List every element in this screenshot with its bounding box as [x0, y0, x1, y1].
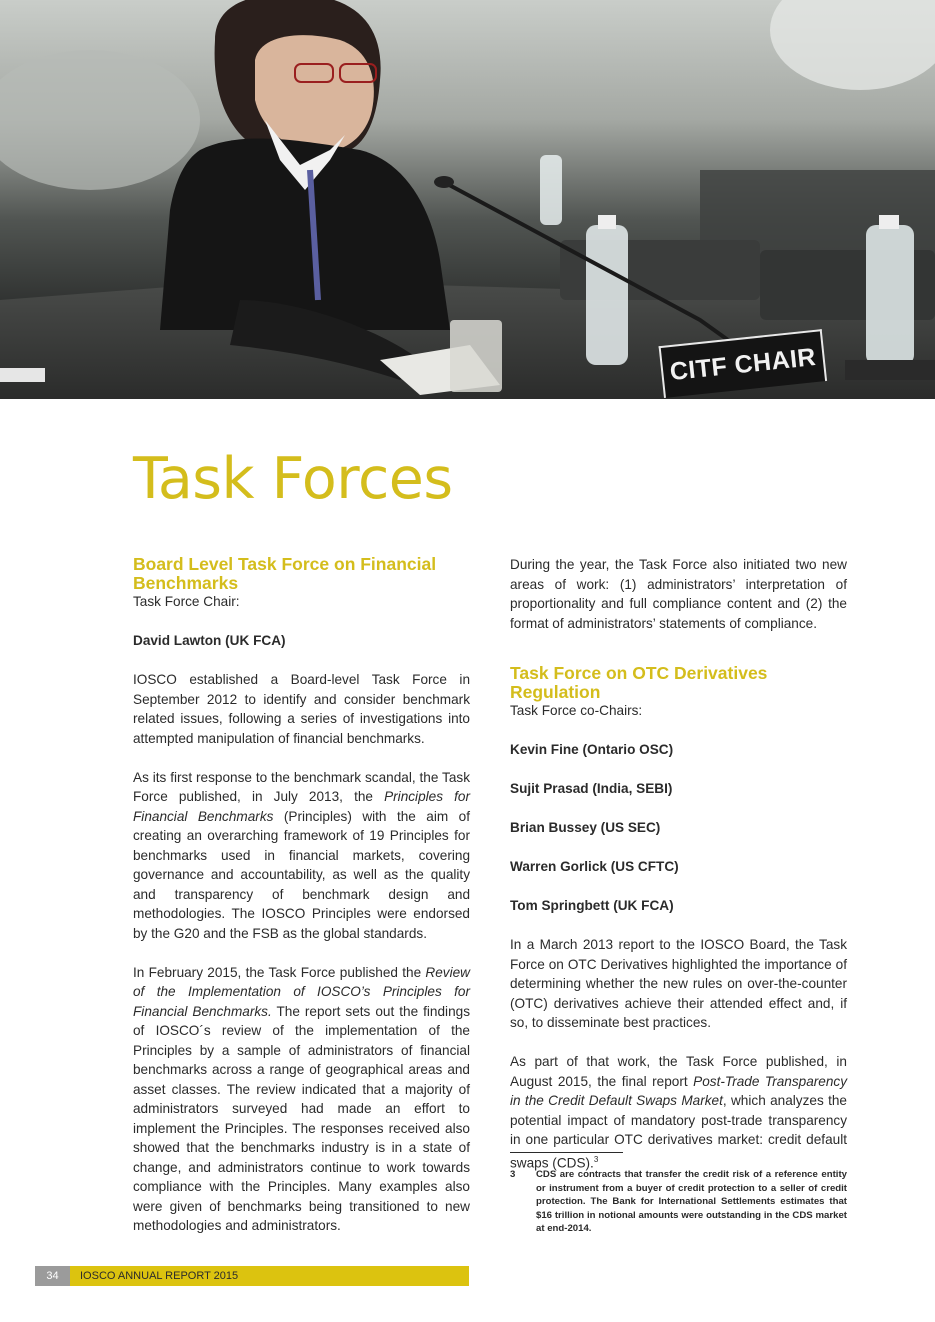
paragraph-otc-1: In a March 2013 report to the IOSCO Board, the Task Force on OTC Derivatives highlighted the importance of determining whether the new rules on over-the-counter (OTC) derivatives achieve their attended effect and, if so, to disseminate best practices. [510, 937, 847, 1030]
publication-title: Post-Trade Transparency in the Credit Default Swaps Market [510, 1073, 847, 1108]
paragraph-otc-2 [510, 1052, 847, 1173]
section-heading-benchmarks: Board Level Task Force on Financial Benchmarks [133, 554, 437, 593]
publication-title-footer: IOSCO ANNUAL REPORT 2015 [70, 1266, 469, 1286]
paragraph-benchmarks-3 [133, 963, 470, 1236]
text-run: As its first response to the benchmark scandal, the Task Force published, in July 2013, the [133, 769, 470, 804]
cochair-name: Tom Springbett (UK FCA) [510, 898, 674, 913]
footnote [510, 1168, 847, 1236]
text-run: In February 2015, the Task Force published the [133, 964, 426, 980]
text-run: , which analyzes the potential impact of mandatory post-trade transparency in one particular OTC derivatives market: credit default swaps (CDS). [510, 1093, 847, 1171]
cochair-name: Warren Gorlick (US CFTC) [510, 859, 679, 874]
cochair-name: Kevin Fine (Ontario OSC) [510, 742, 674, 757]
page-footer [35, 1266, 469, 1286]
hero-photo [0, 0, 935, 399]
footnote-divider [510, 1152, 623, 1153]
cochair-name: Sujit Prasad (India, SEBI) [510, 781, 673, 796]
paragraph-benchmarks-2 [133, 768, 470, 944]
publication-title: Review of the Implementation of IOSCO’s Principles for Financial Benchmarks. [133, 964, 470, 1019]
cochair-name: Brian Bussey (US SEC) [510, 820, 661, 835]
page-number: 34 [35, 1266, 70, 1286]
left-column [133, 555, 470, 1236]
text-run: As part of that work, the Task Force published, in August 2015, the final report [510, 1054, 847, 1089]
paragraph-benchmarks-1: IOSCO established a Board-level Task Force in September 2012 to identify and consider benchmark related issues, following a series of investigations into attempted manipulation of financial benchmarks. [133, 672, 470, 746]
paragraph-new-work: During the year, the Task Force also initiated two new areas of work: (1) administrators’ interpretation of proportionality and full compliance content and (2) the format of administrators’ statements of compliance. [510, 557, 847, 631]
right-column [510, 555, 847, 1173]
text-run: The report sets out the findings of IOSCO´s review of the implementation of the Principles by a sample of administrators of financial benchmarks across a range of geographical areas and asset classes. The review indicated that a majority of administrators surveyed had made an effort to implement the Principles. The responses received also showed that the benchmarks industry is in a state of change, and administrators continue to work towards compliance with the Principles. Many examples also were given of benchmarks being transitioned to new methodologies and administrators. [133, 1003, 470, 1233]
section-heading-otc: Task Force on OTC Derivatives Regulation [510, 663, 768, 702]
page-title: Task Forces [133, 446, 453, 512]
publication-title: Principles for Financial Benchmarks [133, 789, 470, 824]
chair-name: David Lawton (UK FCA) [133, 633, 286, 648]
footnote-reference[interactable]: 3 [593, 1154, 599, 1164]
nameplate: CITF CHAIR [659, 329, 828, 398]
cochairs-label: Task Force co-Chairs: [510, 703, 643, 718]
chair-label: Task Force Chair: [133, 594, 240, 609]
text-run: (Principles) with the aim of creating an overarching framework of 19 Principles for benchmarks used in financial markets, covering governance and accountability, as well as the quality and transparency of benchmark design and methodologies. The IOSCO Principles were endorsed by the G20 and the FSB as the global standards. [133, 808, 470, 941]
footnote-number: 3 [510, 1169, 516, 1180]
footnote-text: CDS are contracts that transfer the credit risk of a reference entity or instrument from a buyer of credit protection to a seller of credit protection. The Bank for International Settlements estimates that $16 trillion in notional amounts were outstanding in the CDS market at end-2014. [536, 1169, 847, 1235]
